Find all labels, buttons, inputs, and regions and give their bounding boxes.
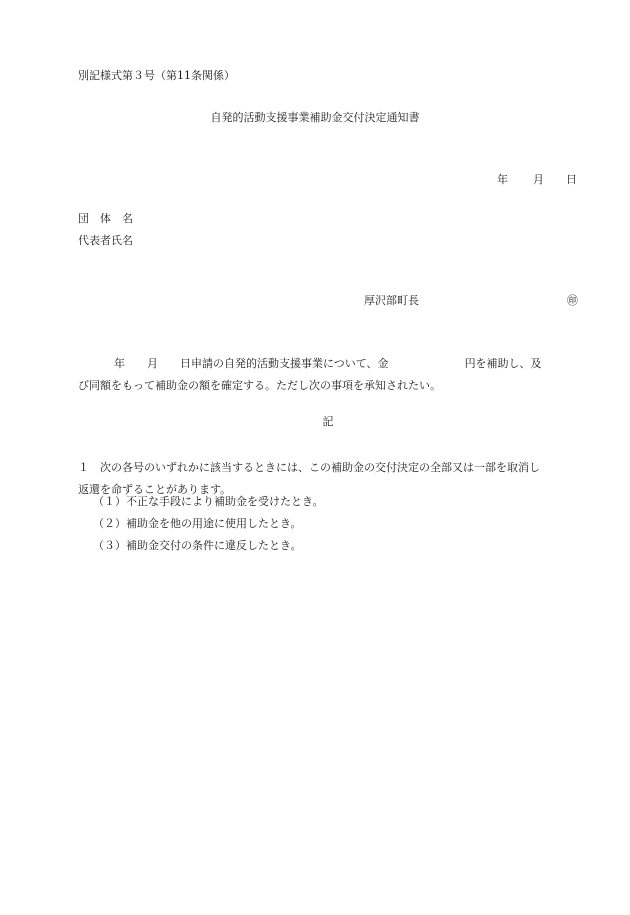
clause-1-line1: １ 次の各号のいずれかに該当するときには、この補助金の交付決定の全部又は一部を取消し [78, 461, 540, 474]
decision-paragraph-line2: び同額をもって補助金の額を確定する。ただし次の事項を承知されたい。 [78, 379, 441, 392]
decision-paragraph-line1 [78, 353, 580, 375]
date-year-label: 年 [497, 173, 508, 186]
issuer-name: 厚沢部町長 [364, 294, 419, 307]
date-month-label: 月 [533, 173, 544, 186]
representative-name-label: 代表者氏名 [78, 234, 133, 247]
amount-text: 円を補助し、及 [464, 357, 542, 370]
application-month-label: 月 [147, 357, 158, 370]
clause-1-item-2: （２）補助金を他の用途に使用したとき。 [93, 517, 302, 530]
ki-heading: 記 [322, 415, 334, 428]
decision-paragraph [78, 353, 580, 397]
organization-name-label: 団 体 名 [78, 212, 133, 225]
application-year-label: 年 [114, 357, 125, 370]
clause-1-item-1: （１）不正な手段により補助金を受けたとき。 [93, 495, 324, 508]
clause-1-item-3: （３）補助金交付の条件に違反したとき。 [93, 539, 302, 552]
clause-1-line2: 返還を命ずることがあります。 [78, 483, 232, 496]
document-title: 自発的活動支援事業補助金交付決定通知書 [210, 111, 420, 124]
date-day-label: 日 [566, 173, 577, 186]
form-number: 別記様式第３号（第11条関係） [78, 69, 235, 82]
seal-mark: ㊞ [567, 294, 578, 307]
application-text: 日申請の自発的活動支援事業について、金 [180, 357, 389, 370]
